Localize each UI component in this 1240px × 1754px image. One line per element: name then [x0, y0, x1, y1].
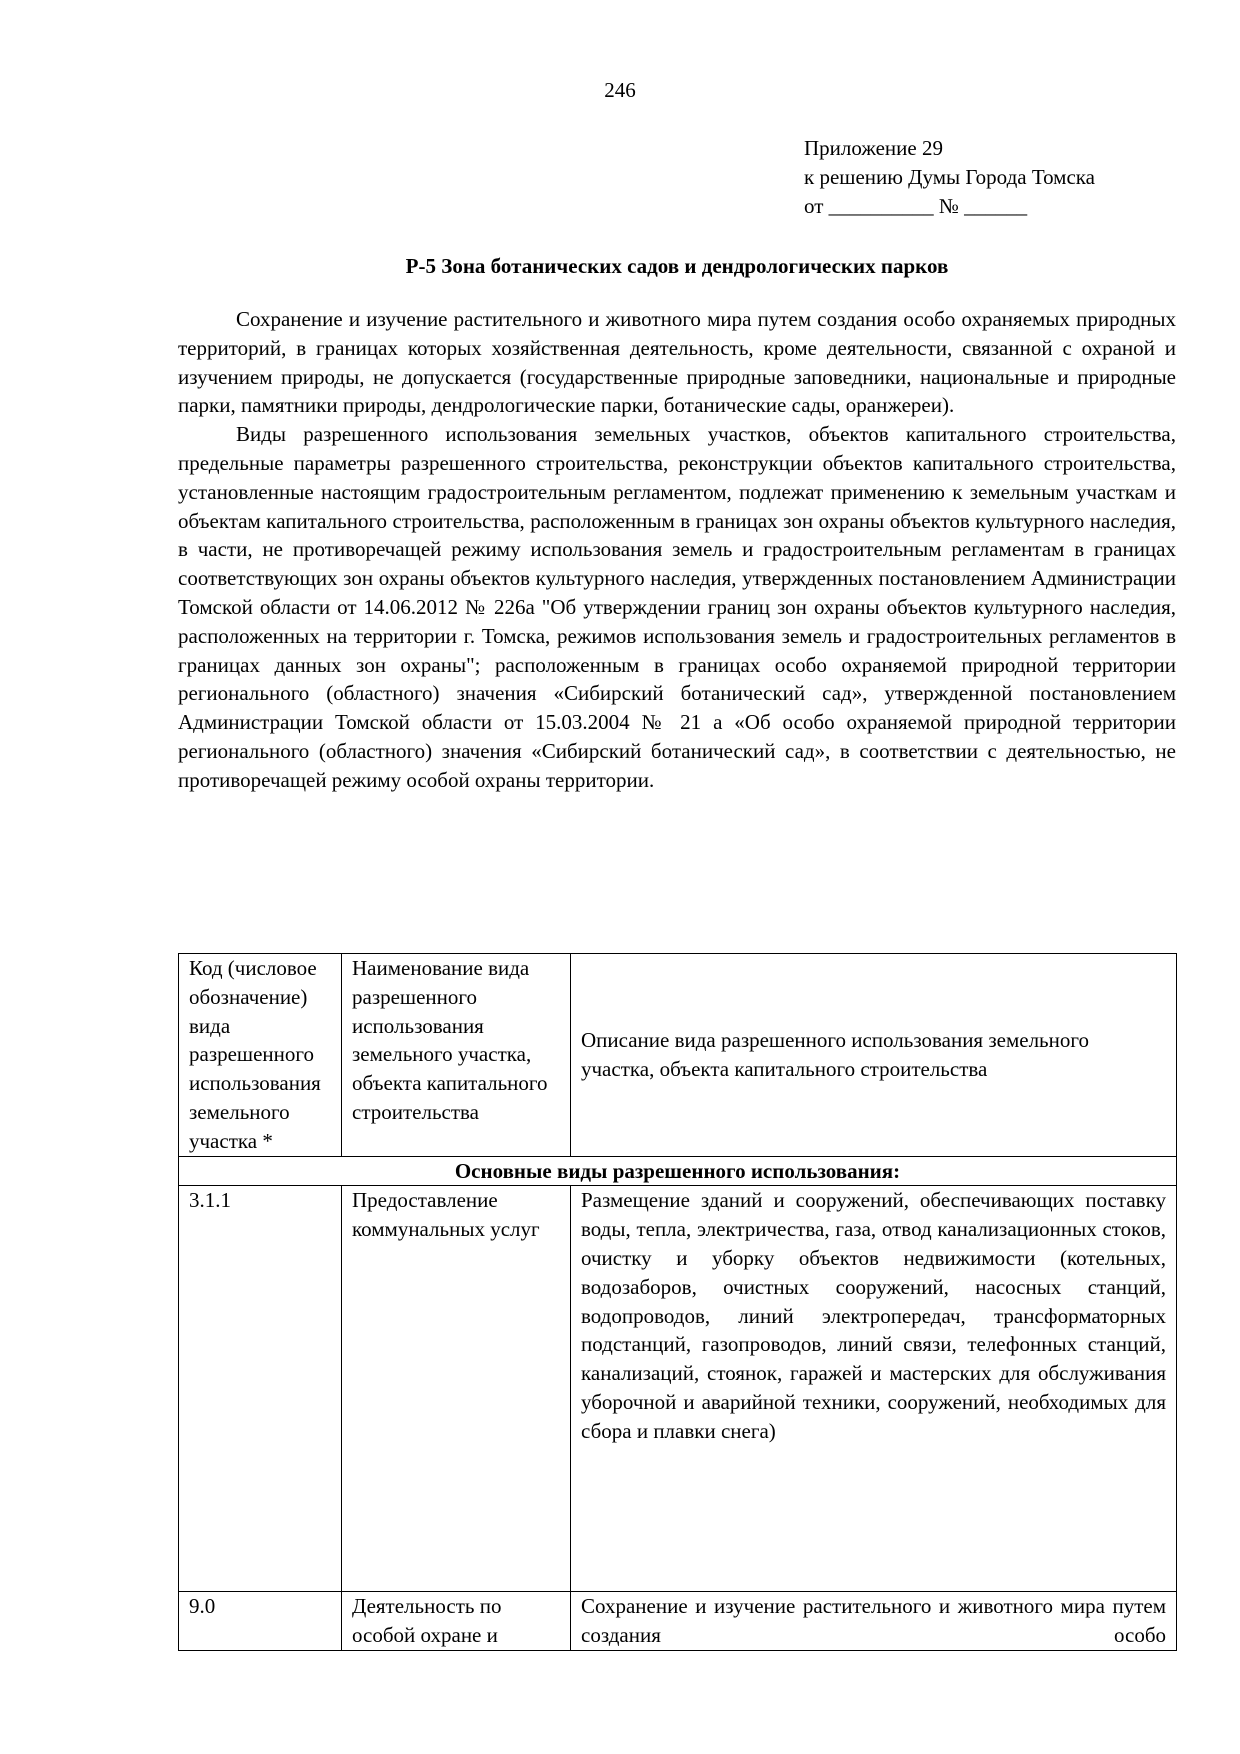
- appendix-line: от __________ № ______: [804, 194, 1028, 218]
- appendix-line: Приложение 29: [804, 136, 943, 160]
- cell-description: Сохранение и изучение растительного и животного мира путем создания особо: [571, 1592, 1177, 1651]
- header-name: Наименование вида разрешенного использования земельного участка, объекта капитального строительства: [342, 954, 571, 1157]
- zone-title: Р-5 Зона ботанических садов и дендрологических парков: [405, 254, 949, 278]
- cell-name: Деятельность по особой охране и: [342, 1592, 571, 1651]
- usage-table: [178, 953, 1177, 1651]
- table-row: [179, 1592, 1177, 1651]
- cell-description: Размещение зданий и сооружений, обеспечивающих поставку воды, тепла, электричества, газа, отвод канализационных стоков, очистку и уборку объектов недвижимости (котельных, водозаборов, очистных сооружений, насосных станций, водопроводов, линий электропередач, трансформаторных подстанций, газопроводов, линий связи, телефонных станций, канализаций, стоянок, гаражей и мастерских для обслуживания уборочной и аварийной техники, сооружений, необходимых для сбора и плавки снега): [571, 1186, 1177, 1592]
- body-text: [178, 305, 1176, 795]
- cell-code: 9.0: [179, 1592, 342, 1651]
- table-row: [179, 1186, 1177, 1592]
- page-number: 246: [604, 78, 636, 102]
- appendix-line: к решению Думы Города Томска: [804, 165, 1095, 189]
- section-row: [179, 1156, 1177, 1186]
- appendix-reference: [804, 134, 1095, 221]
- section-heading: Основные виды разрешенного использования:: [179, 1156, 1177, 1186]
- header-code: Код (числовое обозначение) вида разрешенного использования земельного участка *: [179, 954, 342, 1157]
- header-description: Описание вида разрешенного использования земельного участка, объекта капитального строительства: [571, 954, 1177, 1157]
- paragraph: Виды разрешенного использования земельных участков, объектов капитального строительства, предельные параметры разрешенного строительства, реконструкции объектов капитального строительства, установленные настоящим градостроительным регламентом, подлежат применению к земельным участкам и объектам капитального строительства, расположенным в границах зон охраны объектов культурного наследия, в части, не противоречащей режиму использования земель и градостроительным регламентам в границах соответствующих зон охраны объектов культурного наследия, утвержденных постановлением Администрации Томской области от 14.06.2012 № 226а "Об утверждении границ зон охраны объектов культурного наследия, расположенных на территории г. Томска, режимов использования земель и градостроительных регламентов в границах данных зон охраны"; расположенным в границах особо охраняемой природной территории регионального (областного) значения «Сибирский ботанический сад», утвержденной постановлением Администрации Томской области от 15.03.2004 № 21 а «Об особо охраняемой природной территории регионального (областного) значения «Сибирский ботанический сад», в соответствии с деятельностью, не противоречащей режиму особой охраны территории.: [178, 422, 1176, 792]
- table-header-row: [179, 954, 1177, 1157]
- cell-name: Предоставление коммунальных услуг: [342, 1186, 571, 1592]
- cell-code: 3.1.1: [179, 1186, 342, 1592]
- paragraph: Сохранение и изучение растительного и животного мира путем создания особо охраняемых природных территорий, в границах которых хозяйственная деятельность, кроме деятельности, связанной с охраной и изучением природы, не допускается (государственные природные заповедники, национальные и природные парки, памятники природы, дендрологические парки, ботанические сады, оранжереи).: [178, 307, 1176, 418]
